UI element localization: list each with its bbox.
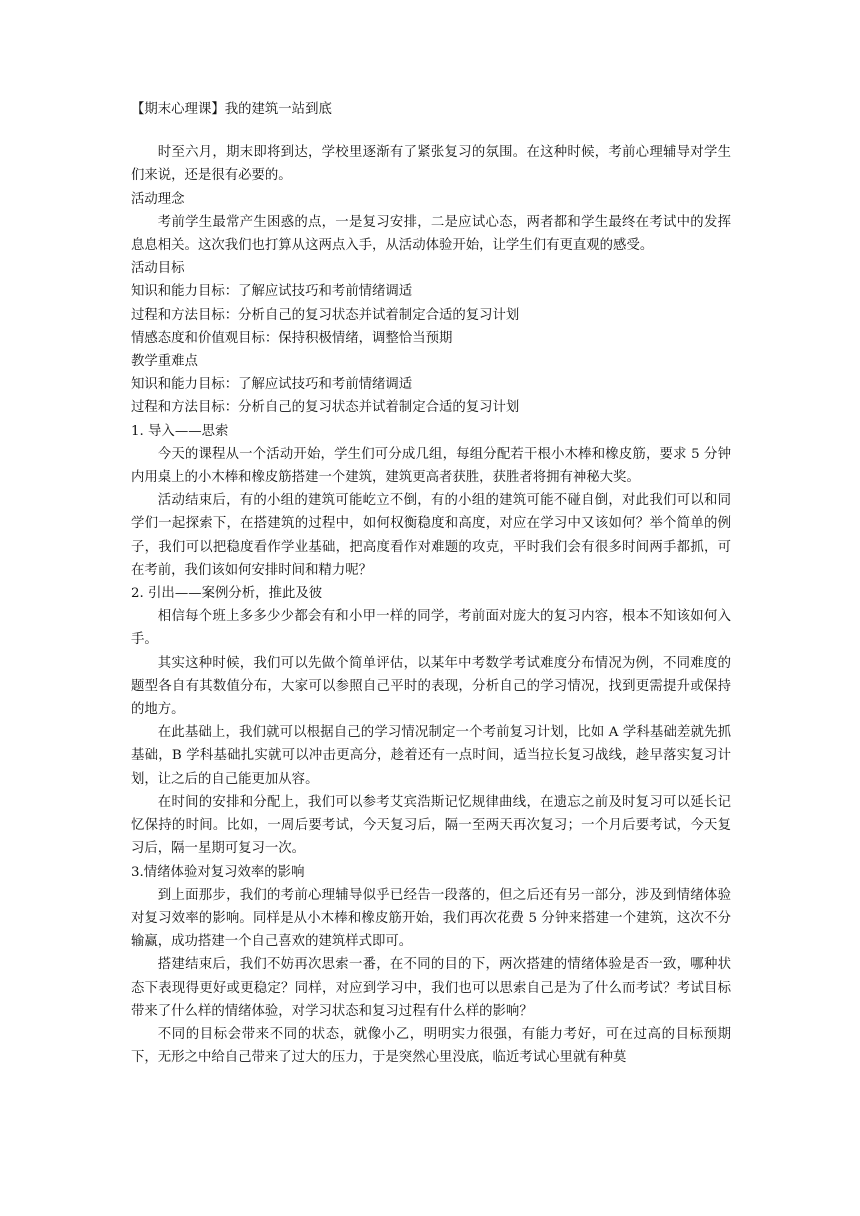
intro-paragraph: 时至六月，期末即将到达，学校里逐渐有了紧张复习的氛围。在这种时候，考前心理辅导对学生们来说，还是很有必要的。	[131, 145, 731, 184]
section-2-paragraph: 在此基础上，我们就可以根据自己的学习情况制定一个考前复习计划，比如 A 学科基础差就先抓基础，B 学科基础扎实就可以冲击更高分，趁着还有一点时间，适当拉长复习战线，趁早落实复习计划，让之后的自己能更加从容。	[131, 725, 731, 787]
goals-heading: 活动目标	[131, 261, 185, 277]
section-1-heading: 1. 导入——思索	[131, 423, 229, 439]
concept-paragraph: 考前学生最常产生困惑的点，一是复习安排，二是应试心态，两者都和学生最终在考试中的发挥息息相关。这次我们也打算从这两点入手，从活动体验开始，让学生们有更直观的感受。	[131, 214, 731, 254]
key-point-knowledge: 知识和能力目标：了解应试技巧和考前情绪调适	[131, 377, 413, 393]
section-2-paragraph: 在时间的安排和分配上，我们可以参考艾宾浩斯记忆规律曲线，在遗忘之前及时复习可以延长记忆保持的时间。比如，一周后要考试，今天复习后，隔一至两天再次复习；一个月后要考试，今天复习后，隔一星期可复习一次。	[131, 794, 731, 857]
section-2-paragraph: 相信每个班上多多少少都会有和小甲一样的同学，考前面对庞大的复习内容，根本不知该如何入手。	[131, 609, 731, 648]
goal-item-knowledge: 知识和能力目标：了解应试技巧和考前情绪调适	[131, 284, 413, 300]
key-point-process: 过程和方法目标：分析自己的复习状态并试着制定合适的复习计划	[131, 400, 520, 416]
section-1-paragraph: 活动结束后，有的小组的建筑可能屹立不倒，有的小组的建筑可能不碰自倒，对此我们可以和同学们一起探索下，在搭建筑的过程中，如何权衡稳度和高度，对应在学习中又该如何？举个简单的例子，我们可以把稳度看作学业基础，把高度看作对难题的攻克，平时我们会有很多时间两手都抓，可在考前，我们该如何安排时间和精力呢？	[131, 493, 731, 578]
section-3-heading: 3.情绪体验对复习效率的影响	[131, 864, 305, 880]
document-page	[131, 98, 731, 1069]
section-3-paragraph: 搭建结束后，我们不妨再次思索一番，在不同的目的下，两次搭建的情绪体验是否一致，哪种状态下表现得更好或更稳定？同样，对应到学习中，我们也可以思索自己是为了什么而考试？考试目标带来了什么样的情绪体验，对学习状态和复习过程有什么样的影响？	[131, 957, 731, 1019]
section-3-paragraph: 不同的目标会带来不同的状态，就像小乙，明明实力很强，有能力考好，可在过高的目标预期下，无形之中给自己带来了过大的压力，于是突然心里没底，临近考试心里就有种莫	[131, 1026, 731, 1066]
goal-item-emotion: 情感态度和价值观目标：保持积极情绪，调整恰当预期	[131, 330, 453, 346]
goal-item-process: 过程和方法目标：分析自己的复习状态并试着制定合适的复习计划	[131, 307, 520, 323]
section-2-paragraph: 其实这种时候，我们可以先做个简单评估，以某年中考数学考试难度分布情况为例，不同难度的题型各自有其数值分布，大家可以参照自己平时的表现，分析自己的学习情况，找到更需提升或保持的地方。	[131, 655, 731, 718]
concept-heading: 活动理念	[131, 191, 185, 207]
section-1-paragraph: 今天的课程从一个活动开始，学生们可分成几组，每组分配若干根小木棒和橡皮筋，要求 5 分钟内用桌上的小木棒和橡皮筋搭建一个建筑，建筑更高者获胜，获胜者将拥有神秘大奖。	[131, 446, 731, 486]
section-2-heading: 2. 引出——案例分析，推此及彼	[131, 586, 323, 602]
key-points-heading: 教学重难点	[131, 354, 198, 370]
section-3-paragraph: 到上面那步，我们的考前心理辅导似乎已经告一段落的，但之后还有另一部分，涉及到情绪体验对复习效率的影响。同样是从小木棒和橡皮筋开始，我们再次花费 5 分钟来搭建一个建筑，这次不分输赢，成功搭建一个自己喜欢的建筑样式即可。	[131, 887, 731, 950]
document-title: 【期末心理课】我的建筑一站到底	[131, 102, 332, 117]
